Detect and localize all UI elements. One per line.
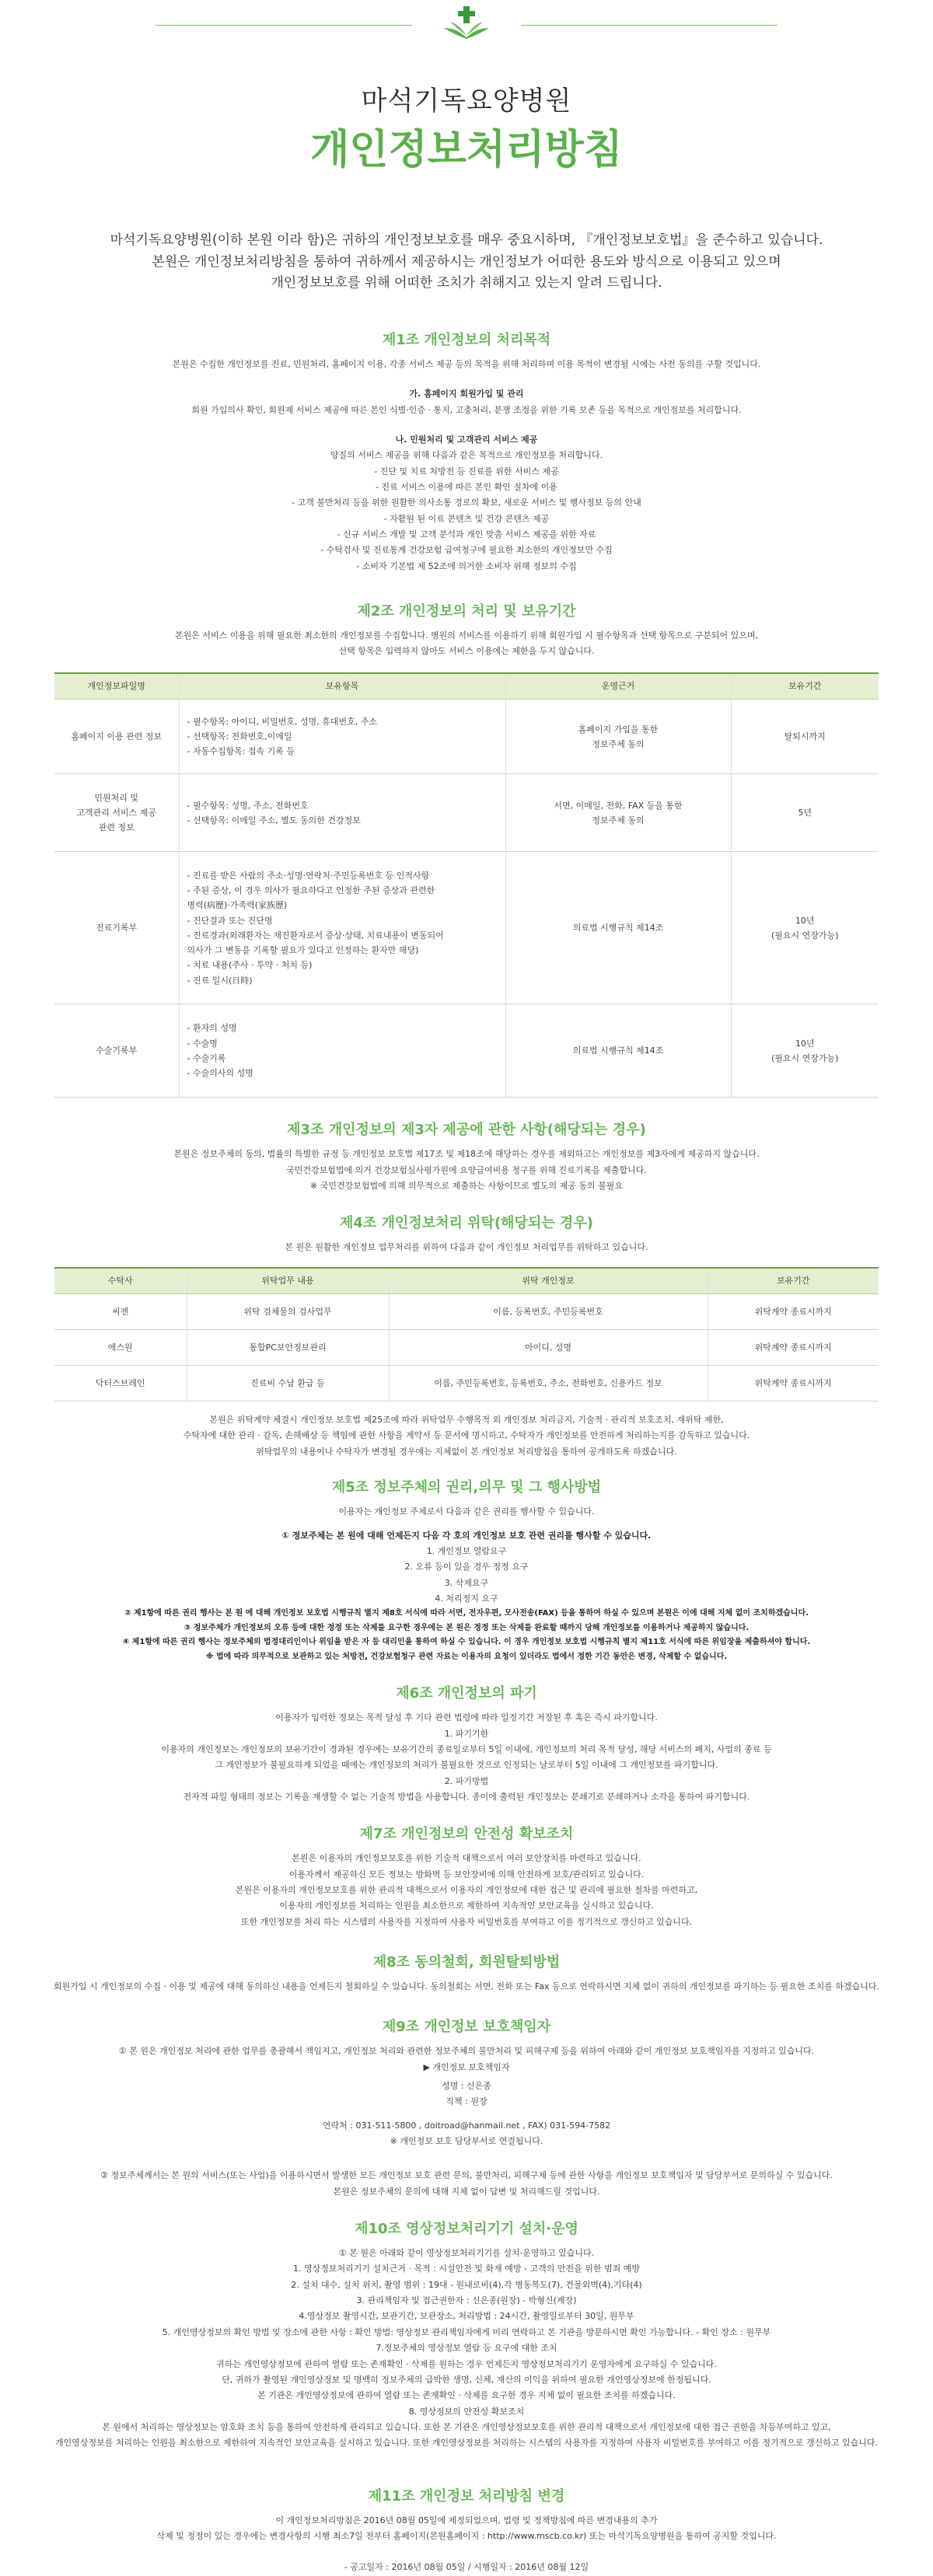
intro-line: 마석기독요양병원(이하 본원 이라 함)은 귀하의 개인정보보호를 매우 중요시하며, 『개인정보보호법』을 준수하고 있습니다. [110, 232, 823, 249]
table-cell: 아이디, 성명 [389, 1330, 708, 1366]
section-text: 2. 설치 대수, 설치 위치, 촬영 범위 : 19대 - 원내로비(4),각 병동복도(7), 건물외벽(4),기타(4) [291, 2279, 642, 2290]
section-10 [0, 2218, 933, 2451]
intro-line: 개인정보보호를 위해 어떠한 조치가 취해지고 있는지 알려 드립니다. [271, 274, 662, 291]
section-text: ※ 법에 따라 의무적으로 보관하고 있는 처방전, 건강보험청구 관련 자료는 이용자의 요청이 있더라도 법에서 정한 기간 동안은 변경, 삭제할 수 없습니다. [205, 1652, 728, 1661]
section-title: 제8조 동의철회, 회원탈퇴방법 [372, 1954, 561, 1970]
section-title: 제3조 개인정보의 제3자 제공에 관한 사항(해당되는 경우) [287, 1122, 646, 1139]
section-text: 회원가입 시 개인정보의 수집 · 이용 및 제공에 대해 동의하신 내용을 언제든지 철회하실 수 있습니다. 동의철회는 서면, 전화 또는 Fax 등으로 연락하시면 지체 없이 귀하의 개인정보를 파기하는 등 필요한 조치를 하겠습니다. [54, 1981, 879, 1991]
table-row [54, 700, 879, 774]
section-text: ① 본 원은 아래와 같이 영상정보처리기기를 설치·운영하고 있습니다. [338, 2248, 595, 2259]
cell-line: 의료법 시행규칙 제14조 [572, 923, 664, 934]
table-cell [505, 852, 731, 1004]
list-item: - 신규 서비스 개발 및 고객 분석과 개인 맞춤 서비스 제공을 위한 자료 [337, 529, 596, 540]
cross-leaf-logo-icon [442, 5, 491, 40]
cell-line: 10년 [795, 1038, 815, 1049]
subsection-heading: 나. 민원처리 및 고객관리 서비스 제공 [395, 434, 538, 445]
officer-contact: 연락처 : 031-511-5800 , doitroad@hanmail.net , FAX) 031-594-7582 [322, 2120, 611, 2131]
section-text: ① 정보주체는 본 원에 대해 언제든지 다음 각 호의 개인정보 보호 관련 권리를 행사할 수 있습니다. [281, 1530, 652, 1541]
table-cell: 진료비 수납 환급 등 [187, 1366, 389, 1401]
section-text: 삭제 및 정정이 있는 경우에는 변경사항의 시행 최소7일 전부터 홈페이지(본원홈페이지 : http://www.mscb.co.kr) 또는 마석기독요양병원을 통하여 공지할 것입니다. [156, 2530, 777, 2541]
section-7 [0, 1824, 933, 1930]
section-text: ④ 제1항에 따른 권리 행사는 정보주체의 법정대리인이나 위임을 받은 자 등 대리인을 통하여 하실 수 있습니다. 이 경우 개인정보 보호법 시행규칙 별지 제11호 서식에 따른 위임장을 제출하셔야 합니다. [122, 1638, 811, 1647]
outsourcing-notes [0, 1412, 933, 1460]
table-cell [54, 774, 179, 852]
section-text: ② 제1항에 따른 권리 행사는 본 원 에 대해 개인정보 보호법 시행규칙 별지 제8호 서식에 따라 서면, 전자우편, 모사전송(FAX) 등을 통하여 하실 수 있으며 본원은 이에 대해 지체 없이 조치하겠습니다. [124, 1609, 809, 1618]
table-cell: 씨젠 [54, 1294, 187, 1330]
table-cell [731, 852, 879, 1004]
section-text: 3. 관리책임자 및 접근권한자 : 신은종(원장) - 박형신(계장) [356, 2295, 577, 2306]
cell-line: - 주된 증상, 이 경우 의사가 필요하다고 인정한 주된 증상과 관련한 [187, 885, 435, 895]
cell-line: - 진단결과 또는 진단명 [187, 915, 273, 926]
list-item: 4. 처리정지 요구 [435, 1593, 498, 1604]
table-cell [505, 774, 731, 852]
cell-line: - 수술명 [187, 1038, 218, 1049]
list-item: 3. 삭제요구 [444, 1577, 489, 1588]
section-text: 위탁업무의 내용이나 수탁자가 변경될 경우에는 지체없이 본 개인정보 처리방침을 통하여 공개하도록 하겠습니다. [256, 1446, 677, 1457]
column-header: 보유기간 [731, 673, 879, 700]
table-cell: 위탁 검체물의 검사업무 [187, 1294, 389, 1330]
section-text: 본 기관은 개인영상정보에 관하여 열람 또는 존재확인 · 삭제를 요구한 경우 지체 없이 필요한 조치를 하겠습니다. [257, 2390, 676, 2401]
table-cell [731, 700, 879, 774]
cell-line: - 자동수집항목: 접속 기록 등 [187, 746, 295, 757]
section-5 [0, 1477, 933, 1664]
section-text: 이용자의 개인정보를 처리하는 인원을 최소한으로 제한하여 지속적인 보안교육을 실시하고 있습니다. [279, 1901, 654, 1911]
section-text: 본원은 정보주체의 문의에 대해 지체 없이 답변 및 처리해드릴 것입니다. [333, 2186, 600, 2197]
section-2 [0, 601, 933, 1098]
officer-note: ※ 개인정보 보호 담당부서로 연결됩니다. [390, 2136, 543, 2147]
section-text: 그 개인정보가 불필요하게 되었을 때에는 개인정보의 처리가 불필요한 것으로 인정되는 날로부터 5일 이내에 그 개인정보를 파기합니다. [215, 1760, 718, 1771]
list-item: - 소비자 기본법 제 52조에 의거한 소비자 위해 정보의 수집 [356, 560, 577, 571]
cell-line: 정보주체 동의 [592, 815, 645, 826]
section-11 [0, 2486, 933, 2576]
list-item: 2. 오류 등이 있을 경우 정정 요구 [404, 1562, 529, 1572]
decorative-line-left [156, 25, 412, 26]
table-cell [731, 1004, 879, 1098]
section-text: 귀하는 개인영상정보에 관하여 열람 또는 존재확인 · 삭제를 원하는 경우 언제든지 영상정보처리기기 운영자에게 요구하실 수 있습니다. [216, 2358, 717, 2369]
section-text: 본원은 위탁계약 체결시 개인정보 보호법 제25조에 따라 위탁업무 수행목적 외 개인정보 처리금지, 기술적 · 관리적 보호조치, 재위탁 제한, [209, 1415, 724, 1426]
table-cell [54, 852, 179, 1004]
cell-line: 5년 [798, 808, 812, 819]
section-3 [0, 1119, 933, 1194]
section-text: 전자적 파일 형태의 정보는 기록을 재생할 수 없는 기술적 방법을 사용합니다. 종이에 출력된 개인정보는 분쇄기로 분쇄하거나 소각을 통하여 파기합니다. [183, 1791, 750, 1802]
section-text: 5. 개인영상정보의 확인 방법 및 장소에 관한 사항 : 확인 방법: 영상정보 관리책임자에게 미리 연락하고 본 기관을 방문하시면 확인 가능합니다. - 확인 장소 : 원무부 [162, 2326, 771, 2337]
table-header-row [54, 1268, 879, 1294]
cell-line: - 수술의사의 성명 [187, 1068, 253, 1078]
table-cell: 닥터스브레인 [54, 1366, 187, 1401]
table-cell [505, 700, 731, 774]
outsourcing-table [54, 1267, 879, 1402]
column-header: 보유항목 [179, 673, 505, 700]
table-cell [731, 774, 879, 852]
list-item: - 진단 및 치료 처방전 등 진료를 위한 서비스 제공 [374, 466, 559, 476]
cell-line: 의료법 시행규칙 제14조 [572, 1045, 664, 1056]
cell-line: (필요시 연장가능) [771, 1052, 839, 1063]
cell-line: - 필수항목: 아이디, 비밀번호, 성명, 휴대번호, 주소 [187, 716, 378, 727]
section-title: 제6조 개인정보의 파기 [396, 1685, 537, 1702]
section-title: 제4조 개인정보처리 위탁(해당되는 경우) [340, 1215, 593, 1232]
section-text: 7.정보주체의 영상정보 열람 등 요구에 대한 조치 [376, 2343, 557, 2354]
section-text: 2. 파기방법 [444, 1775, 489, 1786]
decorative-line-right [521, 25, 778, 26]
list-item: - 고객 불만처리 등을 위한 원활한 의사소통 경로의 확보, 새로운 서비스 및 행사정보 등의 안내 [292, 497, 641, 508]
table-cell: 이름, 등록번호, 주민등록번호 [389, 1294, 708, 1330]
column-header: 운영근거 [505, 673, 731, 700]
section-title: 제9조 개인정보 보호책임자 [382, 2019, 551, 2036]
column-header: 위탁 개인정보 [389, 1268, 708, 1294]
section-text: 이용자께서 제공하신 모든 정보는 방화벽 등 보안장비에 의해 안전하게 보호/관리되고 있습니다. [288, 1869, 645, 1880]
officer-position: 직책 : 원장 [446, 2096, 487, 2107]
officer-name: 성명 : 신은종 [442, 2081, 491, 2092]
section-title: 제7조 개인정보의 안전성 확보조치 [359, 1826, 574, 1843]
cell-line: 병력(病歷)·가족력(家族歷) [187, 900, 288, 911]
cell-line: 정보주체 동의 [592, 738, 645, 749]
list-item: 양질의 서비스 제공을 위해 다음과 같은 목적으로 개인정보를 처리합니다. [330, 450, 603, 461]
table-cell: 위탁계약 종료시까지 [708, 1330, 879, 1366]
table-cell: 이름, 주민등록번호, 등록번호, 주소, 전화번호, 신용카드 정보 [389, 1366, 708, 1401]
section-text: 또한 개인정보를 처리 하는 시스템의 사용자를 지정하여 사용자 비밀번호를 부여하고 이를 정기적으로 갱신하고 있습니다. [240, 1916, 693, 1927]
section-text: 개인영상정보를 처리하는 인원을 최소한으로 제한하여 지속적인 보안교육을 실시하고 있습니다. 또한 개인영상정보를 처리하는 시스템의 사용자를 지정하여 사용자 비밀번호를 부여하고 이를 정기적으로 갱신하고 있습니다. [54, 2438, 878, 2449]
section-title: 제11조 개인정보 처리방침 변경 [368, 2487, 565, 2504]
section-text: 선택 항목은 입력하지 않아도 서비스 이용에는 제한을 두지 않습니다. [338, 646, 595, 657]
cell-line: 탈퇴시까지 [784, 731, 826, 742]
section-9 [0, 2016, 933, 2200]
column-header: 수탁사 [54, 1268, 187, 1294]
section-text: ② 정보주체께서는 본 원의 서비스(또는 사업)을 이용하시면서 발생한 모든 개인정보 보호 관련 문의, 불만처리, 피해구제 등에 관한 사항을 개인정보 보호책임자 및 담당부서로 문의하실 수 있습니다. [100, 2170, 833, 2181]
section-1 [0, 330, 933, 574]
section-text: 4.영상정보 촬영시간, 보관기간, 보관장소, 처리방법 : 24시간, 촬영일로부터 30일, 원무부 [299, 2311, 634, 2322]
page-header [0, 47, 933, 177]
list-item: - 자활원 된 이료 콘텐츠 및 건강 콘텐츠 제공 [383, 513, 550, 524]
intro-line: 본원은 개인정보처리방침을 통하여 귀하께서 제공하시는 개인정보가 어떠한 용도와 방식으로 이용되고 있으며 [152, 253, 781, 270]
page-title: 개인정보처리방침 [310, 127, 623, 174]
section-title: 제10조 영상정보처리기기 설치·운영 [355, 2221, 578, 2238]
section-8 [0, 1952, 933, 1995]
table-row [54, 852, 879, 1004]
cell-line: 민원처리 및 [94, 792, 139, 803]
table-row [54, 774, 879, 852]
section-text: 이용자의 개인정보는 개인정보의 보유기간이 경과된 경우에는 보유기간의 종료일로부터 5일 이내에, 개인정보의 처리 목적 달성, 해당 서비스의 폐지, 사업의 종료 등 [161, 1744, 772, 1754]
cell-line: 진료기록부 [96, 923, 138, 934]
cell-line: 홈페이지 이용 관련 정보 [71, 731, 162, 742]
section-text: 이용자가 입력한 정보는 목적 달성 후 기타 관련 법령에 따라 일정기간 저장된 후 혹은 즉시 파기합니다. [275, 1712, 658, 1723]
table-cell: 에스원 [54, 1330, 187, 1366]
section-text: 본원은 수집한 개인정보를 진료, 민원처리, 홈페이지 이용, 각종 서비스 제공 등의 목적을 위해 처리하며 이용 목적이 변경될 시에는 사전 동의를 구할 것입니다. [172, 358, 761, 369]
cell-line: - 선택항목: 이메일 주소, 별도 동의한 건강정보 [187, 815, 361, 826]
cell-line: - 환자의 성명 [187, 1023, 237, 1034]
cell-line: 관련 정보 [98, 822, 135, 833]
section-text: 이 개인정보처리방침은 2016년 08월 05일에 제정되었으며, 법령 및 정책방침에 따른 변경내용의 추가 [275, 2515, 658, 2525]
table-cell [179, 700, 505, 774]
list-item: 1. 개인정보 열람요구 [426, 1545, 507, 1556]
section-text: ① 본 원은 개인정보 처리에 관한 업무를 총괄해서 책임지고, 개인정보 처리와 관련한 정보주체의 불만처리 및 피해구제 등을 위하여 아래와 같이 개인정보 보호책임자를 지정하고 있습니다. [118, 2046, 815, 2057]
cell-line: - 필수항목: 성명, 주소, 전화번호 [187, 800, 309, 811]
section-text: 본원은 서비스 이용을 위해 필요한 최소한의 개인정보를 수집합니다. 병원의 서비스를 이용하기 위해 회원가입 시 필수항목과 선택 항목으로 구분되어 있으며, [175, 630, 758, 641]
section-text: 1. 영상정보처리기기 설치근거 · 목적 : 시설안전 및 화재 예방 - 고객의 안전을 위한 범죄 예방 [292, 2264, 641, 2274]
hospital-name: 마석기독요양병원 [361, 86, 572, 117]
table-cell [505, 1004, 731, 1098]
cell-line: (필요시 연장가능) [771, 930, 839, 941]
table-cell: 위탁계약 종료시까지 [708, 1366, 879, 1401]
section-text: 본 원에서 처리하는 영상정보는 암호화 조치 등을 통하여 안전하게 관리되고 있습니다. 또한 본 기관은 개인영상정보보호를 위한 관리적 대책으로서 개인정보에 대한 접근 권한을 차등부여하고 있고, [102, 2421, 831, 2432]
column-header: 개인정보파일명 [54, 673, 179, 700]
cell-line: - 수술기록 [187, 1052, 226, 1063]
section-text: 8. 영상정보의 안전성 확보조치 [408, 2406, 525, 2417]
cell-line: - 진료경과(외래환자는 재진환자로서 증상·상태, 치료내용이 변동되어 [187, 930, 444, 941]
officer-label: ▶ 개인정보 보호책임자 [423, 2061, 510, 2072]
table-row [54, 1330, 879, 1366]
cell-line: - 진료 일시(日時) [187, 975, 253, 986]
table-row [54, 1366, 879, 1401]
cell-line: - 진료를 받은 사람의 주소·성명·연락처·주민등록번호 등 인적사항 [187, 870, 430, 881]
table-cell [54, 700, 179, 774]
subsection-heading: 가. 홈페이지 회원가입 및 관리 [409, 389, 524, 400]
table-row [54, 1294, 879, 1330]
section-6 [0, 1683, 933, 1805]
announcement-dates: - 공고일자 : 2016년 08월 05일 / 시행일자 : 2016년 08월 12일 [344, 2562, 589, 2573]
cell-line: 10년 [795, 915, 815, 926]
list-item: - 수탁검사 및 진료통계 건강보험 급여청구에 필요한 최소한의 개인정보만 수집 [320, 545, 613, 556]
list-item: - 진료 서비스 이용에 따른 본인 확인 절차에 이용 [376, 482, 557, 492]
retention-table [54, 672, 879, 1098]
cell-line: - 선택항목: 전화번호,이메일 [187, 731, 292, 742]
section-text: 본원은 정보주체의 동의, 법률의 특별한 규정 등 개인정보 보호법 제17조 및 제18조에 해당하는 경우를 제외하고는 개인정보를 제3자에게 제공하지 않습니다. [173, 1149, 760, 1160]
cell-line: 수술기록부 [96, 1045, 138, 1056]
table-row [54, 1004, 879, 1098]
table-cell [54, 1004, 179, 1098]
section-text: ③ 정보주체가 개인정보의 오류 등에 대한 정정 또는 삭제를 요구한 경우에는 본 원은 정정 또는 삭제를 완료할 때까지 당해 개인정보를 이용하거나 제공하지 않습니다. [183, 1623, 750, 1632]
section-text: 1. 파기기한 [444, 1728, 489, 1739]
section-text: 회원 가입의사 확인, 회원제 서비스 제공에 따른 본인 식별·인증 · 통지, 고충처리, 분쟁 조정을 위한 기록 보존 등을 목적으로 개인정보를 처리합니다. [191, 404, 742, 415]
section-text: 본 원은 원활한 개인정보 업무처리를 위하여 다음과 같이 개인정보 처리업무를 위탁하고 있습니다. [285, 1242, 648, 1253]
cell-line: 홈페이지 가입을 통한 [578, 724, 659, 735]
cell-line: 서면, 이메일, 전화, FAX 등을 통한 [554, 800, 683, 811]
section-text: 단, 귀하가 촬영된 개인영상정보 및 명백히 정보주체의 급박한 생명, 신체, 재산의 이익을 위하여 필요한 개인영상정보에 한정됩니다. [222, 2374, 711, 2385]
cell-line: 의사가 그 변동을 기록할 필요가 있다고 인정하는 환자만 해당) [187, 945, 419, 955]
top-decoration [0, 0, 933, 47]
section-4 [0, 1213, 933, 1460]
section-text: 이용자는 개인정보 주체로서 다음과 같은 권리를 행사할 수 있습니다. [338, 1506, 595, 1517]
cell-line: - 치료 내용(주사 · 투약 · 처치 등) [187, 960, 313, 971]
table-cell [179, 1004, 505, 1098]
cell-line: 고객관리 서비스 제공 [76, 808, 157, 819]
section-text: 본원은 이용자의 개인정보보호를 위한 관리적 대책으로서 이용자의 개인정보에 대한 접근 및 관리에 필요한 절차를 마련하고, [235, 1884, 698, 1895]
table-cell [179, 852, 505, 1004]
table-cell [179, 774, 505, 852]
section-title: 제2조 개인정보의 처리 및 보유기간 [357, 603, 576, 620]
section-text: 본원은 이용자의 개인정보보호를 위한 기술적 대책으로서 여러 보안장치를 마련하고 있습니다. [292, 1853, 641, 1864]
section-text: ※ 국민건강보험법에 의해 의무적으로 제출하는 사항이므로 별도의 제공 동의 불필요 [310, 1180, 623, 1191]
table-cell: 위탁계약 종료시까지 [708, 1294, 879, 1330]
table-cell: 통합PC보안정보관리 [187, 1330, 389, 1366]
section-title: 제5조 정보주체의 권리,의무 및 그 행사방법 [331, 1479, 602, 1496]
table-header-row [54, 673, 879, 700]
column-header: 위탁업무 내용 [187, 1268, 389, 1294]
section-text: 국민건강보험법에 의거 건강보험심사평가원에 요양급여비용 청구를 위해 진료기록을 제출합니다. [286, 1164, 647, 1175]
intro-paragraph [0, 230, 933, 294]
column-header: 보유기간 [708, 1268, 879, 1294]
section-text: 수탁자에 대한 관리 · 감독, 손해배상 등 책임에 관한 사항을 계약서 등 문서에 명시하고, 수탁자가 개인정보를 안전하게 처리하는지를 감독하고 있습니다. [183, 1430, 750, 1441]
section-title: 제1조 개인정보의 처리목적 [382, 331, 551, 348]
